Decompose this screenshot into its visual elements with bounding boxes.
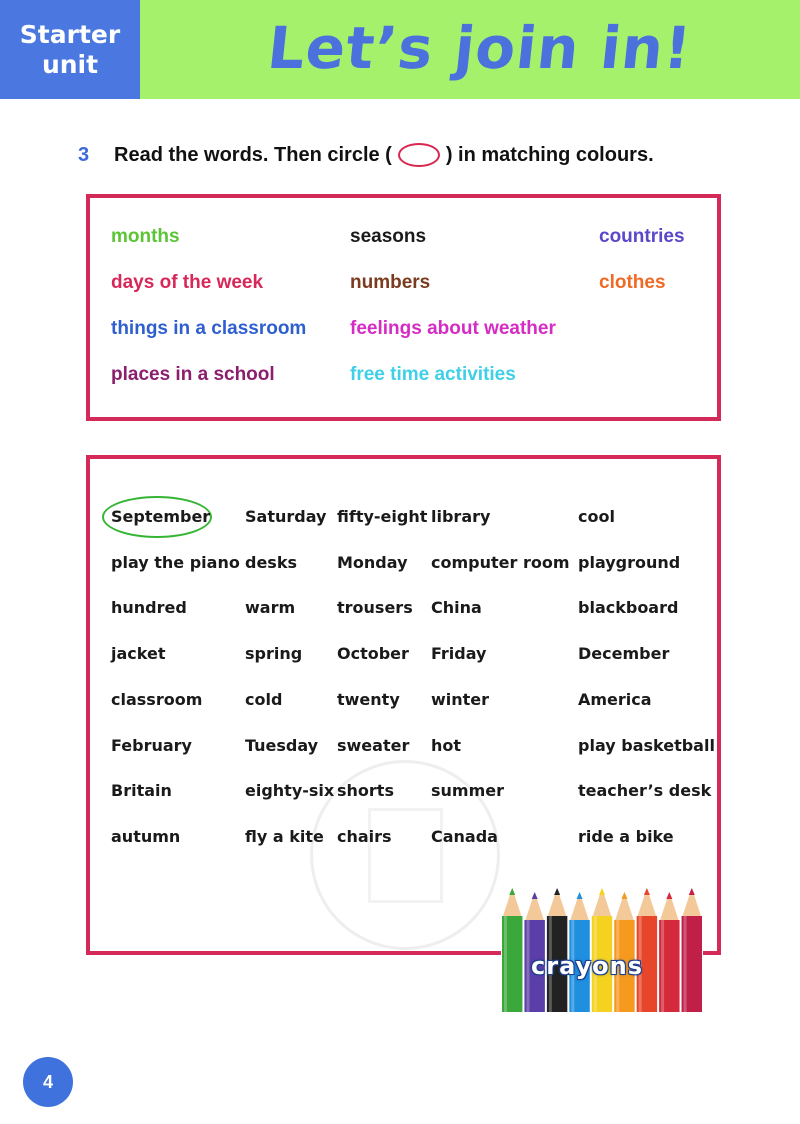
category-label: seasons [350,226,427,247]
word-item: playground [578,552,681,572]
word-item: fifty-eight [337,507,428,526]
word-item: play the piano [111,552,240,572]
category-label: clothes [599,272,666,293]
word-item: Friday [431,644,487,664]
word-item: hot [431,735,462,755]
unit-tab-line1: Starter [19,20,121,49]
page-title: Let’s join in! [264,14,696,82]
exercise-number: 3 [78,143,90,166]
word-item: September [111,507,211,526]
word-item: summer [431,781,504,801]
word-item: teacher’s desk [578,781,712,801]
exercise-instruction [78,140,654,170]
word-item: sweater [337,735,410,755]
word-item: jacket [111,644,166,664]
word-item: spring [245,644,303,664]
word-item: chairs [337,826,392,846]
category-label: countries [599,226,685,247]
category-label: feelings about weather [350,318,556,339]
crayons-image [501,880,703,1012]
word-item: Canada [431,826,498,846]
word-item: classroom [111,689,203,709]
word-item: ride a bike [578,826,674,846]
category-label: places in a school [111,364,275,385]
page-number: 4 [23,1057,73,1107]
word-item: Tuesday [245,735,319,755]
word-item: February [111,735,192,755]
word-item: December [578,644,670,664]
word-item: cold [245,689,283,709]
word-item: shorts [337,781,394,801]
word-item: winter [431,689,490,709]
word-item: computer room [431,552,570,572]
word-item: autumn [111,826,181,846]
crayons-illustration [501,880,703,1012]
word-item: America [578,689,652,709]
word-item: desks [245,552,297,572]
word-item: Britain [111,781,172,801]
word-item: fly a kite [245,826,324,846]
word-item: trousers [337,598,413,618]
word-item: October [337,644,409,664]
word-item: warm [245,598,296,618]
oval-icon [398,143,440,167]
category-label: numbers [350,272,431,293]
word-item: play basketball [578,735,715,755]
unit-tab-line2: unit [41,50,99,79]
word-item: hundred [111,598,187,618]
title-band [140,0,800,99]
word-item: cool [578,507,615,526]
word-item: eighty-six [245,781,335,801]
category-label: things in a classroom [111,318,307,339]
crayons-label: crayons [531,952,644,980]
word-item: blackboard [578,598,679,618]
word-item: Saturday [245,507,327,526]
word-item: library [431,507,491,526]
category-label: free time activities [350,364,516,385]
category-label: days of the week [111,272,264,293]
category-label: months [111,226,180,247]
word-item: twenty [337,689,400,709]
instruction-text-before: Read the words. Then circle ( [114,143,392,166]
word-item: China [431,598,482,618]
unit-tab [0,0,140,99]
word-item: Monday [337,552,408,572]
instruction-text-after: ) in matching colours. [445,143,654,166]
